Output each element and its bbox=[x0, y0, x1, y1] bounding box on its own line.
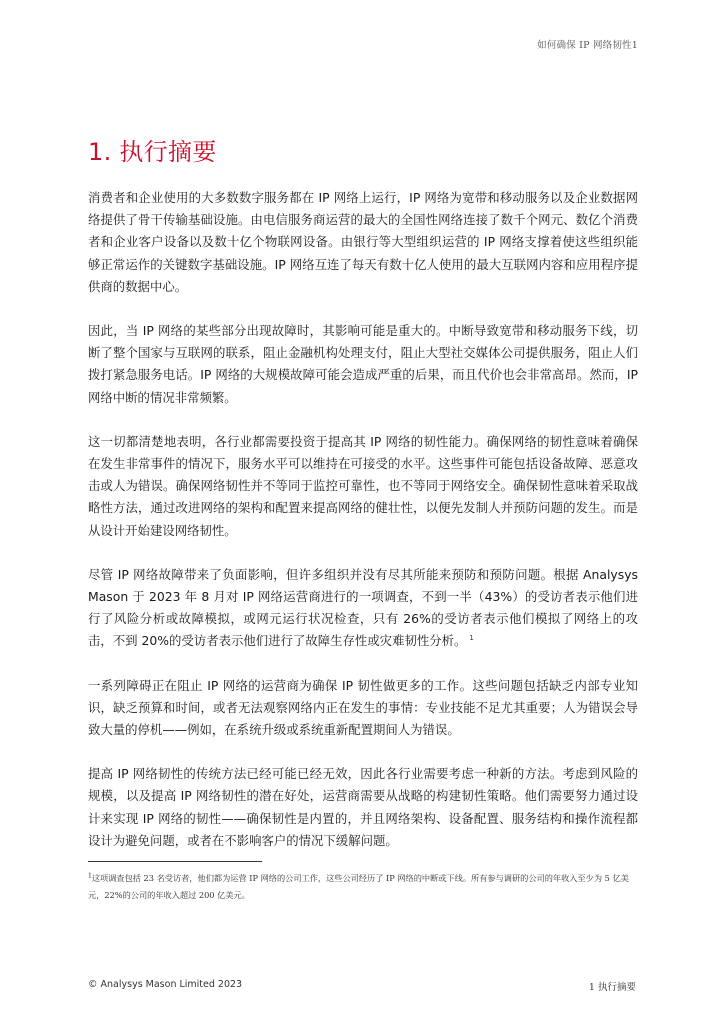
running-header: 如何确保 IP 网络韧性1 bbox=[537, 40, 638, 51]
footnote-reference[interactable]: 1 bbox=[469, 634, 474, 643]
paragraph-with-footnote bbox=[88, 564, 638, 653]
paragraph: 因此，当 IP 网络的某些部分出现故障时，其影响可能是重大的。中断导致宽带和移动服务下线，切断了整个国家与互联网的联系，阻止金融机构处理支付，阻止大型社交媒体公司提供服务，阻止人们拨打紧急服务电话。IP 网络的大规模故障可能会造成严重的后果，而且代价也会非常高昂。然而，IP 网络中断的情况非常频繁。 bbox=[88, 323, 638, 405]
footnote-divider bbox=[88, 861, 262, 862]
footnote bbox=[88, 870, 636, 904]
paragraph: 提高 IP 网络韧性的传统方法已经可能已经无效，因此各行业需要考虑一种新的方法。考虑到风险的规模，以及提高 IP 网络韧性的潜在好处，运营商需要从战略的构建韧性策略。他们需要努力通过设计来实现 IP 网络的韧性——确保韧性是内置的，并且网络架构、设备配置、服务结构和操作流程都设计为避免问题，或者在不影响客户的情况下缓解问题。 bbox=[88, 766, 638, 848]
paragraph: 消费者和企业使用的大多数数字服务都在 IP 网络上运行，IP 网络为宽带和移动服务以及企业数据网络提供了骨干传输基础设施。由电信服务商运营的最大的全国性网络连接了数千个网元、数亿个消费者和企业客户设备以及数十亿个物联网设备。由银行等大型组织运营的 IP 网络支撑着使这些组织能够正常运作的关键数字基础设施。IP 网络互连了每天有数十亿人使用的最大互联网内容和应用程序提供商的数据中心。 bbox=[88, 190, 638, 294]
body-text bbox=[88, 187, 638, 874]
footer-page-label: 1 执行摘要 bbox=[588, 982, 636, 993]
section-title: 1. 执行摘要 bbox=[88, 138, 217, 166]
paragraph-text: 尽管 IP 网络故障带来了负面影响，但许多组织并没有尽其所能来预防和预防问题。根据 Analysys Mason 于 2023 年 8 月对 IP 网络运营商进行的一项调查，不到一半（43%）的受访者表示他们进行了风险分析或故障模拟，或网元运行状况检查，只有 26%的受访者表示他们模拟了网络上的攻击，不到 20%的受访者表示他们进行了故障生存性或灾难韧性分析。 bbox=[88, 566, 638, 649]
footnote-text: 这项调查包括 23 名受访者，他们都为运营 IP 网络的公司工作，这些公司经历了 IP 网络的中断或下线。所有参与调研的公司的年收入至少为 5 亿美元，22%的公司的年收入超过 200 亿美元。 bbox=[88, 873, 629, 900]
paragraph: 一系列障碍正在阻止 IP 网络的运营商为确保 IP 韧性做更多的工作。这些问题包括缺乏内部专业知识，缺乏预算和时间，或者无法观察网络内正在发生的事情：专业技能不足尤其重要；人为错误会导致大量的停机——例如，在系统升级或系统重新配置期间人为错误。 bbox=[88, 677, 638, 738]
paragraph: 这一切都清楚地表明，各行业都需要投资于提高其 IP 网络的韧性能力。确保网络的韧性意味着确保在发生非常事件的情况下，服务水平可以维持在可接受的水平。这些事件可能包括设备故障、恶意攻击或人为错误。确保网络韧性并不等同于监控可靠性，也不等同于网络安全。确保韧性意味着采取战略性方法，通过改进网络的架构和配置来提高网络的健壮性，以便先发制人并预防问题的发生。而是从设计开始建设网络韧性。 bbox=[88, 433, 638, 538]
footer-copyright: © Analysys Mason Limited 2023 bbox=[88, 979, 243, 990]
footnote-marker: 1 bbox=[88, 872, 92, 880]
